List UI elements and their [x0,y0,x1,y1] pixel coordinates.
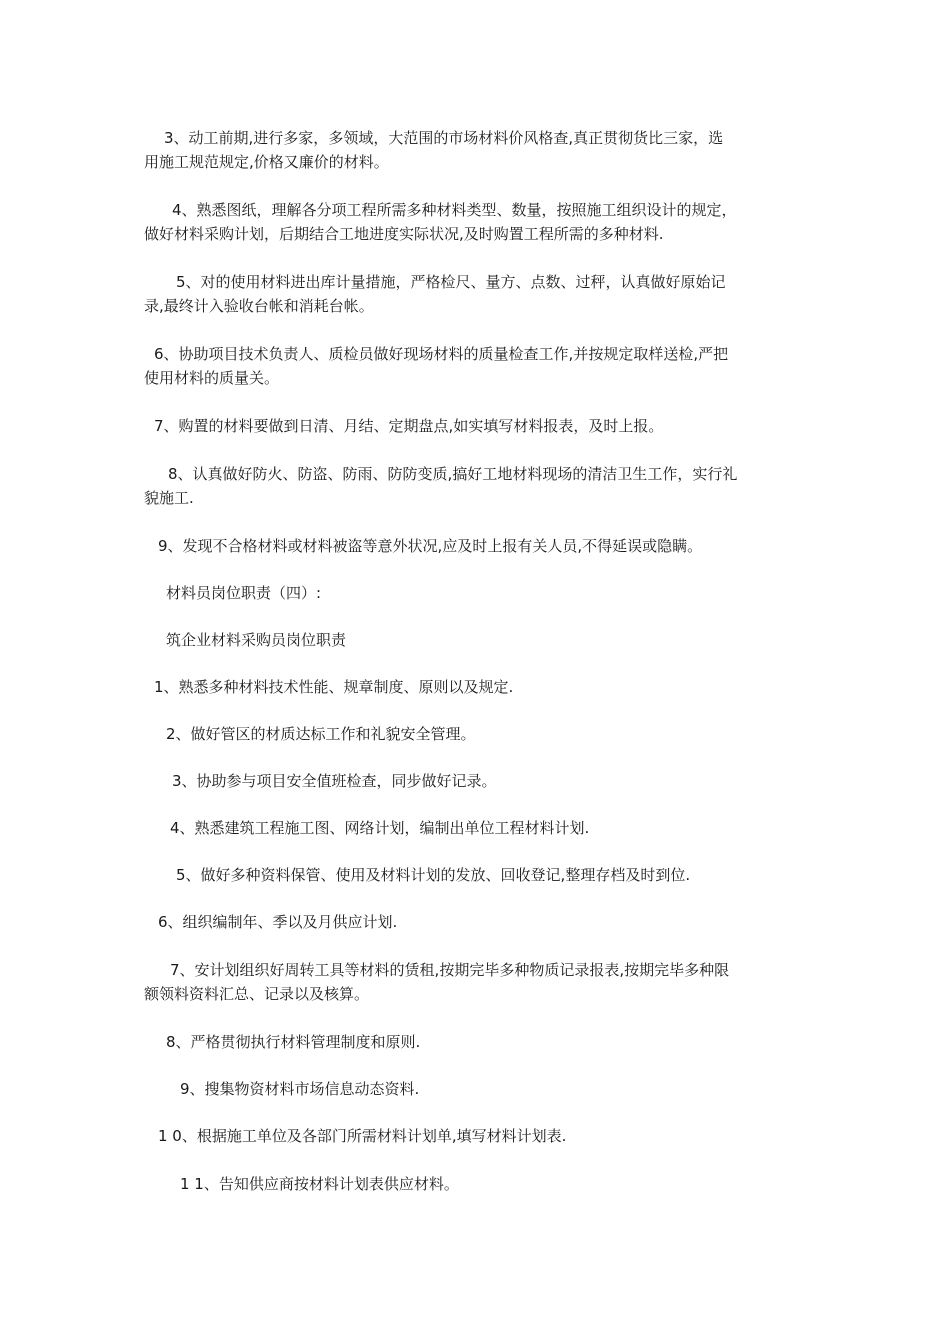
duty-item-10 [0,1124,950,1148]
paragraph-line: 8、认真做好防火、防盗、防雨、防防变质,搞好工地材料现场的清洁卫生工作，实行礼 [168,465,738,483]
duty-item-5 [0,863,950,887]
paragraph-line: 9、搜集物资材料市场信息动态资料. [180,1080,420,1098]
paragraph-item-6 [0,342,950,390]
paragraph-line: 做好材料采购计划，后期结合工地进度实际状况,及时购置工程所需的多种材料. [144,225,664,243]
paragraph-line: 使用材料的质量关。 [144,369,280,387]
duty-item-1 [0,675,950,699]
paragraph-line: 1、熟悉多种材料技术性能、规章制度、原则以及规定. [154,678,514,696]
paragraph-line: 2、做好管区的材质达标工作和礼貌安全管理。 [166,725,476,743]
duty-item-4 [0,816,950,840]
duty-item-11 [0,1172,950,1196]
paragraph-line: 4、熟悉建筑工程施工图、网络计划，编制出单位工程材料计划. [170,819,590,837]
paragraph-item-5 [0,270,950,318]
paragraph-item-9 [0,534,950,558]
paragraph-line: 用施工规范规定,价格又廉价的材料。 [144,153,389,171]
paragraph-item-7 [0,414,950,438]
duty-item-2 [0,722,950,746]
paragraph-line: 7、安计划组织好周转工具等材料的赁租,按期完毕多种物质记录报表,按期完毕多种限 [170,961,730,979]
section-subheading [0,628,950,652]
duty-item-3 [0,769,950,793]
duty-item-8 [0,1030,950,1054]
paragraph-line: 8、严格贯彻执行材料管理制度和原则. [166,1033,421,1051]
paragraph-line: 筑企业材料采购员岗位职责 [166,631,347,649]
paragraph-item-3 [0,126,950,174]
paragraph-line: 录,最终计入验收台帐和消耗台帐。 [144,297,374,315]
paragraph-line: 9、发现不合格材料或材料被盗等意外状况,应及时上报有关人员,不得延误或隐瞒。 [158,537,703,555]
paragraph-line: 貌施工. [144,489,194,507]
duty-item-9 [0,1077,950,1101]
paragraph-item-4 [0,198,950,246]
paragraph-line: 4、熟悉图纸，理解各分项工程所需多种材料类型、数量，按照施工组织设计的规定， [172,201,737,219]
duty-item-7 [0,958,950,1006]
duty-item-6 [0,910,950,934]
paragraph-line: 3、动工前期,进行多家，多领域，大范围的市场材料价风格查,真正贯彻货比三家，选 [164,129,724,147]
section-heading [0,581,950,605]
paragraph-line: 1 0、根据施工单位及各部门所需材料计划单,填写材料计划表. [158,1127,567,1145]
paragraph-line: 6、组织编制年、季以及月供应计划. [158,913,398,931]
paragraph-line: 材料员岗位职责（四）: [166,584,322,602]
paragraph-line: 5、做好多种资料保管、使用及材料计划的发放、回收登记,整理存档及时到位. [176,866,691,884]
paragraph-line: 额领料资料汇总、记录以及核算。 [144,985,370,1003]
paragraph-line: 6、协助项目技术负责人、质检员做好现场材料的质量检查工作,并按规定取样送检,严把 [154,345,729,363]
paragraph-line: 5、对的使用材料进出库计量措施，严格检尺、量方、点数、过秤，认真做好原始记 [176,273,726,291]
paragraph-line: 3、协助参与项目安全值班检查，同步做好记录。 [172,772,497,790]
paragraph-item-8 [0,462,950,510]
paragraph-line: 1 1、告知供应商按材料计划表供应材料。 [180,1175,459,1193]
paragraph-line: 7、购置的材料要做到日清、月结、定期盘点,如实填写材料报表，及时上报。 [154,417,664,435]
